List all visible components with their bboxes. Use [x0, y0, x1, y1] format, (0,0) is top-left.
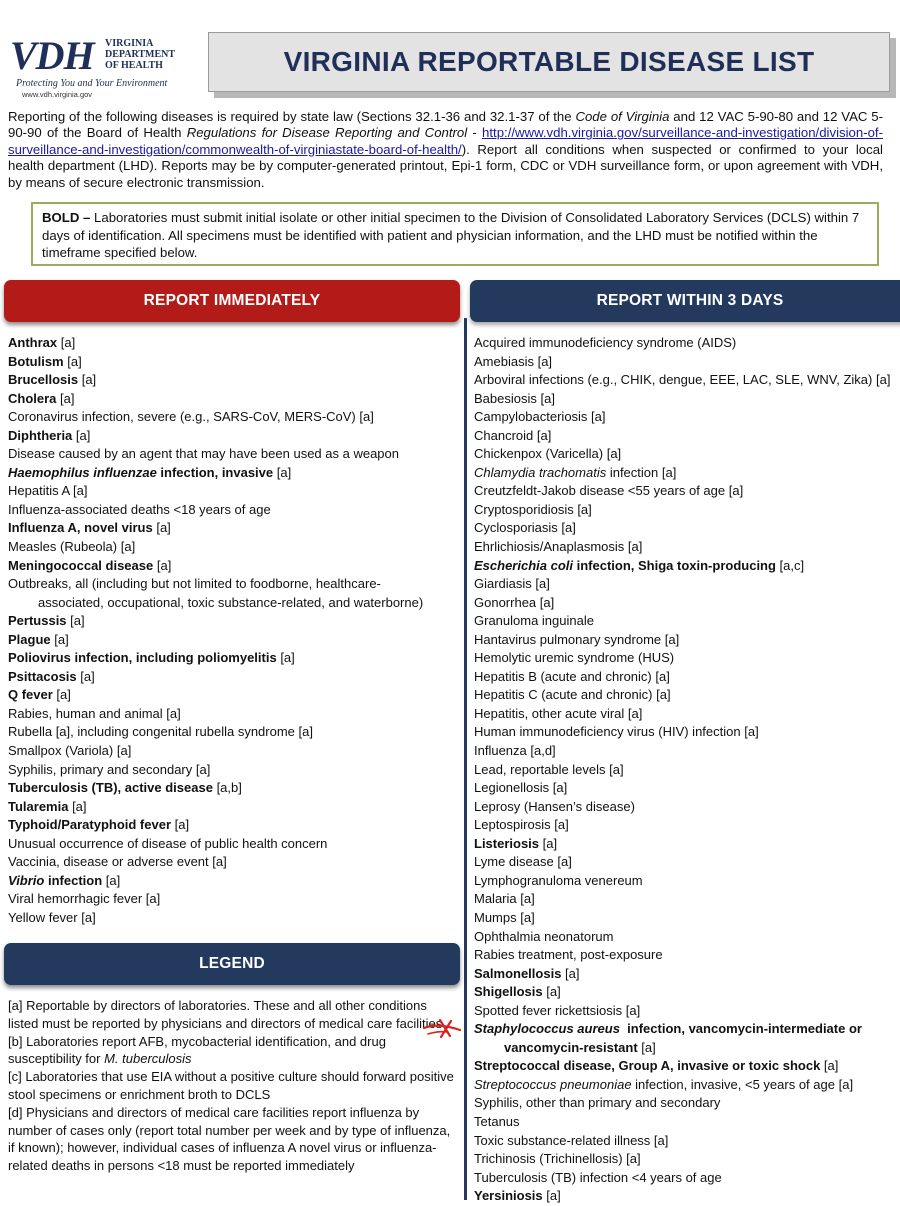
reporting-footnote: [a] — [725, 483, 744, 499]
disease-list-item — [8, 668, 460, 687]
disease-list-item — [474, 1039, 900, 1058]
disease-name: Rubella [a], including congenital rubella syndrome — [8, 724, 295, 740]
logo-org-line: VIRGINIA — [105, 38, 154, 49]
logo-org-line: OF HEALTH — [105, 60, 163, 71]
reporting-footnote: [a] — [557, 520, 576, 536]
disease-name: Hemolytic uremic syndrome (HUS) — [474, 650, 675, 666]
report-3-days-title: REPORT WITHIN 3 DAYS — [596, 292, 784, 309]
bold-note-box — [31, 202, 879, 266]
disease-list-item — [474, 761, 900, 780]
reporting-footnote: [a] — [872, 372, 891, 388]
disease-list-item — [474, 965, 900, 984]
disease-name: Malaria — [474, 891, 517, 907]
disease-list-item — [8, 445, 460, 464]
disease-list-item — [474, 779, 900, 798]
intro-text: Reporting of the following diseases is required by state law (Sections 32.1-36 and 32.1-37 of the — [8, 109, 576, 124]
disease-name: associated, occupational, toxic substance-related, and waterborne) — [38, 594, 424, 610]
disease-list-item — [474, 1002, 900, 1021]
intro-text: ). Report all conditions when suspected or confirmed to your local health department (LHD). Reports may be by computer-generated printout, Epi-1 form, CDC or VDH surveillance form, or upon agreement with VDH, by means of secure electronic transmission. — [8, 141, 883, 190]
disease-list-item — [474, 816, 900, 835]
disease-list-item — [8, 557, 460, 576]
legend-body — [8, 997, 458, 1175]
disease-name: Trichinosis (Trichinellosis) — [474, 1151, 623, 1167]
reporting-footnote: [a,c] — [775, 557, 805, 573]
reporting-footnote: [a] — [658, 464, 677, 480]
reporting-footnote: [a] — [834, 1076, 854, 1092]
reporting-footnote: [a] — [77, 909, 96, 925]
disease-list-item — [8, 408, 460, 427]
disease-list-item — [8, 371, 460, 390]
disease-name: Shigellosis — [474, 984, 543, 1000]
reporting-footnote: [a] — [542, 1188, 561, 1204]
reporting-footnote: [a] — [294, 724, 313, 740]
disease-list-item — [474, 1150, 900, 1169]
disease-list-item — [8, 761, 460, 780]
disease-name: Chancroid — [474, 427, 534, 443]
intro-paragraph — [8, 109, 883, 191]
title-banner — [208, 32, 890, 92]
reporting-footnote: [a] — [603, 446, 622, 462]
reporting-footnote: [a] — [78, 372, 97, 388]
reporting-footnote: [a] — [72, 427, 91, 443]
reporting-footnote: [a] — [50, 631, 69, 647]
disease-name: Influenza — [474, 743, 527, 759]
reporting-footnote: [a] — [68, 798, 87, 814]
reporting-footnote: [a] — [573, 501, 592, 517]
disease-list-item — [8, 686, 460, 705]
disease-name: Rabies, human and animal — [8, 705, 163, 721]
vdh-logo-org — [105, 38, 175, 71]
disease-list-item — [8, 353, 460, 372]
disease-list-item — [8, 594, 460, 613]
disease-name: Tuberculosis (TB) infection <4 years of age — [474, 1169, 722, 1185]
disease-name: Measles (Rubeola) — [8, 539, 118, 555]
disease-name: Tularemia — [8, 798, 69, 814]
reporting-footnote: [a] — [561, 965, 580, 981]
reporting-footnote: [a] — [539, 835, 558, 851]
disease-name: Granuloma inguinale — [474, 613, 594, 629]
page-title: VIRGINIA REPORTABLE DISEASE LIST — [283, 46, 815, 77]
disease-list-item — [474, 408, 900, 427]
disease-name: Yersiniosis — [474, 1188, 543, 1204]
disease-qualifier: infection, vancomycin-intermediate or — [619, 1021, 862, 1037]
reporting-footnote: [a] — [171, 817, 190, 833]
reporting-footnote: [a] — [69, 483, 88, 499]
disease-name: Staphylococcus aureus — [474, 1021, 620, 1037]
disease-name: Yellow fever — [8, 909, 78, 925]
disease-list-item — [474, 1169, 900, 1188]
disease-name: Coronavirus infection, severe (e.g., SARS-CoV, MERS-CoV) — [8, 409, 356, 425]
reporting-footnote: [a,b] — [212, 780, 242, 796]
legend-item-c: [c] Laboratories that use EIA without a positive culture should forward positive stool specimens or enrichment broth to DCLS — [8, 1069, 454, 1102]
disease-list-item — [474, 705, 900, 724]
reporting-footnote: [a] — [624, 539, 643, 555]
bold-note-label: BOLD – — [42, 210, 91, 225]
disease-list-item — [8, 890, 460, 909]
reporting-footnote: [a] — [637, 1039, 656, 1055]
disease-name: Outbreaks, all (including but not limited to foodborne, healthcare- — [8, 576, 381, 592]
disease-name: Giardiasis — [474, 576, 532, 592]
disease-name: Tuberculosis (TB), active disease — [8, 780, 213, 796]
legend-item-b-text: [b] Laboratories report AFB, mycobacterial identification, and drug susceptibility for — [8, 1033, 386, 1067]
disease-list-item — [474, 612, 900, 631]
disease-name: Chlamydia trachomatis — [474, 464, 607, 480]
disease-list-item — [474, 501, 900, 520]
reporting-footnote: [a] — [117, 539, 136, 555]
reporting-footnote: [a] — [536, 390, 555, 406]
disease-list-item — [474, 1132, 900, 1151]
reporting-footnote: [a] — [622, 1151, 641, 1167]
disease-name: Lead, reportable levels — [474, 761, 606, 777]
disease-name: Mumps — [474, 909, 517, 925]
disease-list-item — [8, 612, 460, 631]
logo-url: www.vdh.virginia.gov — [22, 90, 93, 99]
disease-name: Ehrlichiosis/Anaplasmosis — [474, 539, 625, 555]
reporting-footnote: [a] — [52, 687, 71, 703]
disease-name: Unusual occurrence of disease of public health concern — [8, 835, 328, 851]
disease-name: Hepatitis, other acute viral — [474, 705, 625, 721]
disease-list-item — [8, 705, 460, 724]
disease-list-item — [8, 649, 460, 668]
disease-list-item — [474, 853, 900, 872]
disease-list-item — [474, 519, 900, 538]
disease-list-item — [474, 1094, 900, 1113]
disease-list-item — [474, 686, 900, 705]
legend-title: LEGEND — [199, 955, 265, 972]
disease-name: Viral hemorrhagic fever — [8, 891, 143, 907]
disease-list-item — [474, 1187, 900, 1206]
reporting-footnote: [a] — [192, 761, 211, 777]
disease-list-item — [8, 519, 460, 538]
disease-list-item — [474, 1076, 900, 1095]
disease-name: Babesiosis — [474, 390, 537, 406]
reporting-footnote: [a] — [652, 687, 671, 703]
disease-name: Streptococcus pneumoniae — [474, 1076, 632, 1092]
reporting-footnote: [a] — [208, 854, 227, 870]
disease-list-item — [474, 631, 900, 650]
disease-list-item — [474, 464, 900, 483]
disease-name: Rabies treatment, post-exposure — [474, 947, 663, 963]
disease-name: Q fever — [8, 687, 53, 703]
disease-list-item — [474, 1113, 900, 1132]
disease-name: Syphilis, primary and secondary — [8, 761, 193, 777]
disease-qualifier: infection, Shiga toxin-producing — [573, 557, 776, 573]
disease-qualifier: infection — [44, 872, 103, 888]
disease-list-item — [474, 909, 900, 928]
report-3-days-list — [474, 334, 900, 1206]
disease-list-item — [474, 1057, 900, 1076]
disease-name: Brucellosis — [8, 372, 79, 388]
disease-qualifier: infection, invasive, <5 years of age — [631, 1076, 835, 1092]
disease-name: Chickenpox (Varicella) — [474, 446, 604, 462]
disease-name: Toxic substance-related illness — [474, 1132, 651, 1148]
reporting-footnote: [a] — [276, 650, 295, 666]
reporting-footnote: [a] — [549, 780, 568, 796]
reporting-footnote: [a] — [273, 464, 292, 480]
disease-name: Influenza-associated deaths <18 years of age — [8, 501, 271, 517]
vdh-logo-mark: VDH — [10, 33, 94, 78]
disease-name: Diphtheria — [8, 427, 73, 443]
reporting-footnote: [a] — [113, 743, 132, 759]
disease-list-item — [474, 798, 900, 817]
disease-list-item — [474, 668, 900, 687]
reporting-footnote: [a] — [355, 409, 374, 425]
intro-regs-ref: Regulations for Disease Reporting and Control — [186, 125, 468, 141]
disease-name: Syphilis, other than primary and secondary — [474, 1095, 721, 1111]
disease-list-item — [8, 853, 460, 872]
disease-list-item — [8, 464, 460, 483]
disease-list-item — [474, 1020, 900, 1039]
reporting-footnote: [a] — [550, 817, 569, 833]
legend-item-b — [8, 1033, 458, 1069]
report-immediately-title: REPORT IMMEDIATELY — [143, 292, 321, 309]
disease-name: Psittacosis — [8, 668, 77, 684]
disease-list-item — [8, 835, 460, 854]
disease-qualifier: infection, invasive — [156, 464, 274, 480]
reporting-footnote: [a] — [740, 724, 759, 740]
report-3-days-header — [470, 280, 900, 322]
disease-list-item — [8, 538, 460, 557]
report-immediately-list — [8, 334, 460, 928]
disease-list-item — [474, 835, 900, 854]
reporting-footnote: [a,d] — [526, 743, 556, 759]
disease-name: Haemophilus influenzae — [8, 464, 157, 480]
reporting-footnote: [a] — [820, 1058, 839, 1074]
reporting-footnote: [a] — [162, 705, 181, 721]
disease-list-item — [474, 371, 900, 390]
disease-list-item — [474, 575, 900, 594]
disease-name: Creutzfeldt-Jakob disease <55 years of age — [474, 483, 726, 499]
disease-list-item — [474, 594, 900, 613]
intro-text: and 12 VAC 5-90-80 and 12 VAC 5-90-90 of the Board of Health — [8, 109, 884, 141]
reporting-footnote: [a] — [76, 668, 95, 684]
disease-list-item — [8, 798, 460, 817]
disease-list-item — [474, 649, 900, 668]
legend-header — [4, 943, 460, 985]
disease-name: Cholera — [8, 390, 57, 406]
reporting-footnote: [a] — [542, 984, 561, 1000]
disease-list-item — [8, 334, 460, 353]
disease-list-item — [474, 928, 900, 947]
disease-name: Streptococcal disease, Group A, invasive or toxic shock — [474, 1058, 821, 1074]
disease-name: Spotted fever rickettsiosis — [474, 1002, 623, 1018]
reporting-footnote: [a] — [553, 854, 572, 870]
disease-name: Anthrax — [8, 335, 58, 350]
disease-list-item — [474, 538, 900, 557]
disease-list-item — [474, 427, 900, 446]
reporting-footnote: [a] — [651, 668, 670, 684]
reporting-footnote: [a] — [516, 891, 535, 907]
legend-item-a: [a] Reportable by directors of laboratories. These and all other conditions listed must be reported by physicians and directors of medical care facilities. — [8, 998, 446, 1031]
disease-name: Listeriosis — [474, 835, 540, 851]
disease-name: Arboviral infections (e.g., CHIK, dengue, EEE, LAC, SLE, WNV, Zika) — [474, 372, 873, 388]
disease-list-item — [8, 482, 460, 501]
reporting-footnote: [a] — [661, 631, 680, 647]
disease-name: Plague — [8, 631, 51, 647]
intro-code-ref: Code of Virginia — [575, 109, 670, 124]
disease-name: Vaccinia, disease or adverse event — [8, 854, 209, 870]
reporting-footnote: [a] — [650, 1132, 669, 1148]
disease-name: Lyme disease — [474, 854, 554, 870]
disease-name: Smallpox (Variola) — [8, 743, 114, 759]
reporting-footnote: [a] — [536, 594, 555, 610]
disease-list-item — [8, 909, 460, 928]
disease-list-item — [8, 816, 460, 835]
reporting-footnote: [a] — [63, 353, 82, 369]
disease-name: Typhoid/Paratyphoid fever — [8, 817, 172, 833]
disease-qualifier: infection — [606, 464, 659, 480]
bold-note-text: Laboratories must submit initial isolate or other initial specimen to the Division of Consolidated Laboratory Services (DCLS) within 7 days of identification. All specimens must be identified with patient and physician information, and the LHD must be notified within the timeframe specified below. — [42, 210, 860, 260]
disease-list-item — [8, 723, 460, 742]
disease-list-item — [8, 779, 460, 798]
disease-name: Botulism — [8, 353, 64, 369]
disease-list-item — [474, 742, 900, 761]
reporting-footnote: [a] — [516, 909, 535, 925]
disease-name: Hepatitis C (acute and chronic) — [474, 687, 653, 703]
disease-name: Acquired immunodeficiency syndrome (AIDS) — [474, 335, 737, 350]
legend-item-b-organism: M. tuberculosis — [104, 1051, 192, 1067]
disease-list-item — [474, 445, 900, 464]
reporting-footnote: [a] — [605, 761, 624, 777]
disease-name: Cryptosporidiosis — [474, 501, 574, 517]
reporting-footnote: [a] — [587, 409, 606, 425]
reporting-footnote: [a] — [533, 427, 552, 443]
disease-list-item — [474, 890, 900, 909]
disease-name: Lymphogranuloma venereum — [474, 872, 643, 888]
reporting-footnote: [a] — [531, 576, 550, 592]
disease-list-item — [474, 723, 900, 742]
disease-list-item — [8, 575, 460, 594]
report-immediately-header — [4, 280, 460, 322]
reporting-footnote: [a] — [153, 557, 172, 573]
disease-name: Ophthalmia neonatorum — [474, 928, 614, 944]
reporting-footnote: [a] — [533, 353, 553, 369]
disease-list-item — [8, 742, 460, 761]
disease-name: Amebiasis — [474, 353, 534, 369]
handwritten-mark-icon — [420, 1016, 464, 1040]
disease-name: Gonorrhea — [474, 594, 537, 610]
board-of-health-link[interactable]: http://www.vdh.virginia.gov/surveillance-and-investigation/division-of-surveillance-and-investigation/commonwealth-of-virginiastate-board-of-health/ — [8, 125, 883, 157]
disease-list-item — [8, 390, 460, 409]
disease-name: Meningococcal disease — [8, 557, 154, 573]
disease-list-item — [474, 353, 900, 372]
disease-name: Tetanus — [474, 1113, 520, 1129]
reporting-footnote: [a] — [102, 872, 121, 888]
disease-name: Pertussis — [8, 613, 67, 629]
disease-list-item — [474, 983, 900, 1002]
intro-text: - — [467, 125, 483, 141]
disease-list-item — [8, 631, 460, 650]
disease-name: Leptospirosis — [474, 817, 551, 833]
disease-list-item — [474, 334, 900, 353]
legend-item-d: [d] Physicians and directors of medical care facilities report influenza by number of cases only (report total number per week and by type of influenza, if known); however, individual cases of influenza A novel virus or influenza-related deaths in persons <18 must be reported immediately — [8, 1104, 451, 1174]
disease-list-item — [474, 946, 900, 965]
reporting-footnote: [a] — [142, 891, 161, 907]
disease-list-item — [474, 482, 900, 501]
reporting-footnote: [a] — [152, 520, 171, 536]
disease-name: Influenza A, novel virus — [8, 520, 153, 536]
disease-name: Hepatitis A — [8, 483, 70, 499]
disease-name: Hepatitis B (acute and chronic) — [474, 668, 652, 684]
disease-name: Leprosy (Hansen’s disease) — [474, 798, 635, 814]
logo-tagline: Protecting You and Your Environment — [16, 78, 168, 89]
disease-name: Disease caused by an agent that may have been used as a weapon — [8, 446, 399, 462]
reporting-footnote: [a] — [56, 390, 75, 406]
disease-name: Human immunodeficiency virus (HIV) infection — [474, 724, 741, 740]
disease-list-item — [474, 872, 900, 891]
disease-name: Legionellosis — [474, 780, 550, 796]
disease-name: vancomycin-resistant — [504, 1039, 638, 1055]
disease-name: Poliovirus infection, including poliomyelitis — [8, 650, 277, 666]
disease-name: Hantavirus pulmonary syndrome — [474, 631, 662, 647]
disease-list-item — [474, 390, 900, 409]
disease-name: Cyclosporiasis — [474, 520, 558, 536]
reporting-footnote: [a] — [57, 335, 76, 350]
disease-name: Escherichia coli — [474, 557, 573, 573]
logo-org-line: DEPARTMENT — [105, 49, 176, 60]
reporting-footnote: [a] — [622, 1002, 641, 1018]
disease-list-item — [8, 501, 460, 520]
column-divider — [464, 318, 467, 1200]
disease-name: Campylobacteriosis — [474, 409, 588, 425]
disease-list-item — [8, 872, 460, 891]
disease-list-item — [474, 557, 900, 576]
disease-name: Salmonellosis — [474, 965, 562, 981]
disease-name: Vibrio — [8, 872, 45, 888]
vdh-logo — [10, 33, 180, 100]
reporting-footnote: [a] — [624, 705, 643, 721]
reporting-footnote: [a] — [66, 613, 85, 629]
disease-list-item — [8, 427, 460, 446]
